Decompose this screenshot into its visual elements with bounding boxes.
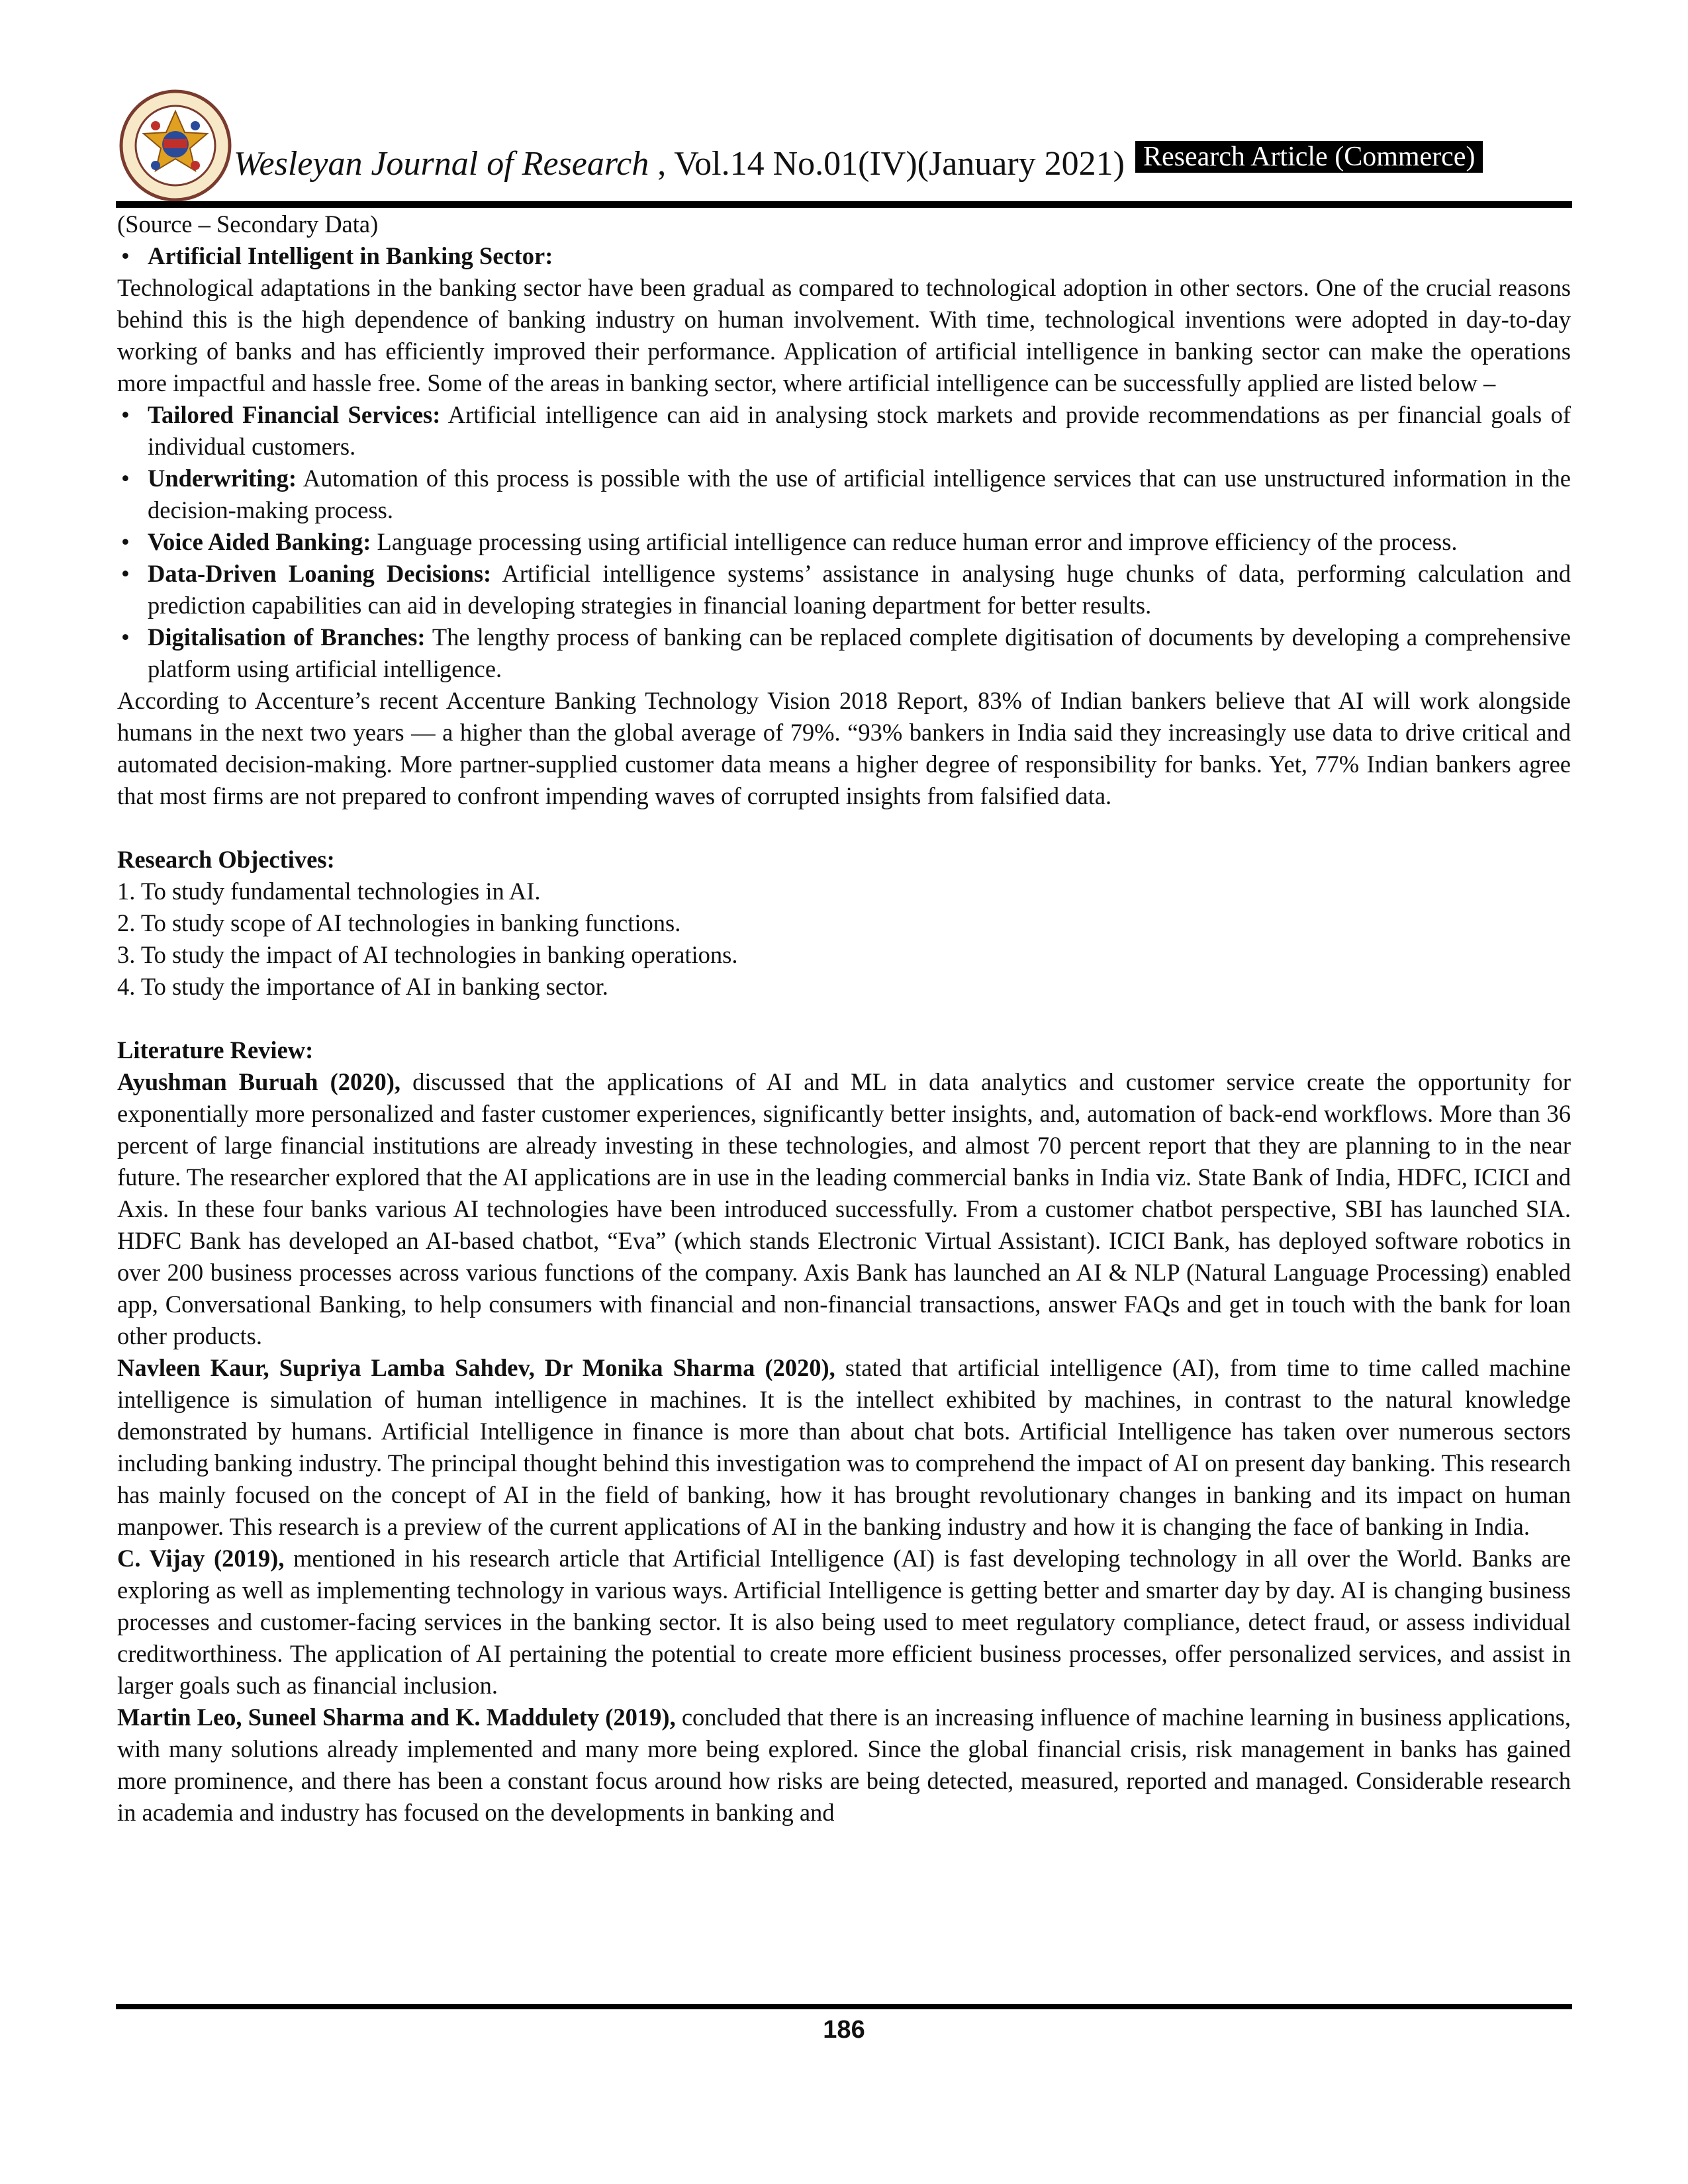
spacer <box>117 812 1571 844</box>
literature-entry <box>117 1352 1571 1543</box>
literature-author: Navleen Kaur, Supriya Lamba Sahdev, Dr Monika Sharma (2020), <box>117 1354 835 1381</box>
header-rule <box>116 201 1572 208</box>
list-item-text: Artificial intelligence can aid in analysing stock markets and provide recommendations as per financial goals of individual customers. <box>148 401 1571 460</box>
journal-title-line <box>234 141 1591 187</box>
literature-text: concluded that there is an increasing influence of machine learning in business applications, with many solutions already implemented and many more being explored. Since the global financial crisis, risk management in banks has gained more prominence, and there has been a constant focus around how risks are being detected, measured, reported and managed. Considerable research in academia and industry has focused on the developments in banking and <box>117 1704 1571 1826</box>
literature-author: Martin Leo, Suneel Sharma and K. Maddulety (2019), <box>117 1704 676 1731</box>
objective-item: 4. To study the importance of AI in banking sector. <box>117 973 608 1000</box>
article-body <box>117 208 1571 1995</box>
journal-seal-icon <box>116 86 235 205</box>
literature-author: Ayushman Buruah (2020), <box>117 1068 401 1095</box>
literature-heading <box>117 1034 1571 1066</box>
objective-item: 2. To study scope of AI technologies in banking functions. <box>117 909 681 936</box>
objectives-heading-text: Research Objectives: <box>117 846 335 873</box>
list-item <box>117 558 1571 621</box>
list-item-text: Language processing using artificial intelligence can reduce human error and improve efficiency of the process. <box>371 528 1458 555</box>
literature-entry <box>117 1543 1571 1702</box>
list-item <box>117 621 1571 685</box>
journal-name: Wesleyan Journal of Research <box>234 145 649 183</box>
literature-text: stated that artificial intelligence (AI), from time to time called machine intelligence is simulation of human intelligence in machines. It is the intellect exhibited by machines, in contrast to the natural knowledge demonstrated by humans. Artificial Intelligence in finance is more than about chat bots. Artificial Intelligence has taken over numerous sectors including banking industry. The principal thought behind this investigation was to comprehend the impact of AI on present day banking. This research has mainly focused on the concept of AI in the field of banking, how it has brought revolutionary changes in banking and its impact on human manpower. This research is a preview of the current applications of AI in the banking industry and how it is changing the face of banking in India. <box>117 1354 1571 1540</box>
list-item-title: Tailored Financial Services: <box>148 401 441 428</box>
bullet-icon: • <box>121 401 130 428</box>
objective-item: 3. To study the impact of AI technologies in banking operations. <box>117 941 738 968</box>
list-item-text: Automation of this process is possible with the use of artificial intelligence services that can use unstructured information in the decision-making process. <box>148 465 1571 523</box>
section-bullet-heading <box>117 240 1571 272</box>
list-item-title: Underwriting: <box>148 465 297 492</box>
bullet-icon: • <box>121 528 130 555</box>
literature-author: C. Vijay (2019), <box>117 1545 285 1572</box>
bullet-icon: • <box>121 623 130 651</box>
page-header <box>116 73 1572 199</box>
ai-intro-paragraph: Technological adaptations in the banking sector have been gradual as compared to technological adoption in other sectors. One of the crucial reasons behind this is the high dependence of banking industry on human involvement. With time, technological inventions were adopted in day-to-day working of banks and has efficiently improved their performance. Application of artificial intelligence in banking sector can make the operations more impactful and hassle free. Some of the areas in banking sector, where artificial intelligence can be successfully applied are listed below – <box>117 274 1571 396</box>
list-item <box>117 463 1571 526</box>
list-item <box>117 526 1571 558</box>
spacer <box>117 1003 1571 1034</box>
literature-heading-text: Literature Review: <box>117 1036 314 1064</box>
article-type-badge: Research Article (Commerce) <box>1135 141 1483 173</box>
list-item <box>117 399 1571 463</box>
accenture-paragraph: According to Accenture’s recent Accenture Banking Technology Vision 2018 Report, 83% of Indian bankers believe that AI will work alongside humans in the next two years — a higher than the global average of 79%. “93% bankers in India said they increasingly use data to drive critical and automated decision-making. More partner-supplied customer data means a higher degree of responsibility for banks. Yet, 77% Indian bankers agree that most firms are not prepared to confront impending waves of corrupted insights from falsified data. <box>117 687 1571 809</box>
footer-rule <box>116 2004 1572 2009</box>
volume-info: , Vol.14 No.01(IV)(January 2021) <box>649 145 1125 183</box>
bullet-icon: • <box>121 465 130 492</box>
objectives-heading <box>117 844 1571 876</box>
objective-item: 1. To study fundamental technologies in AI. <box>117 878 541 905</box>
bullet-icon: • <box>121 560 130 587</box>
section-heading: Artificial Intelligent in Banking Sector: <box>148 242 553 269</box>
list-item-title: Digitalisation of Branches: <box>148 623 426 651</box>
list-item-title: Data-Driven Loaning Decisions: <box>148 560 492 587</box>
bullet-icon: • <box>121 242 130 269</box>
source-note: (Source – Secondary Data) <box>117 210 379 238</box>
list-item-title: Voice Aided Banking: <box>148 528 371 555</box>
literature-entry <box>117 1066 1571 1352</box>
list-item-text: The lengthy process of banking can be replaced complete digitisation of documents by developing a comprehensive platform using artificial intelligence. <box>148 623 1571 682</box>
literature-text: mentioned in his research article that Artificial Intelligence (AI) is fast developing technology in all over the World. Banks are exploring as well as implementing technology in various ways. Artificial Intelligence is getting better and smarter day by day. AI is changing business processes and customer-facing services in the banking sector. It is also being used to meet regulatory compliance, detect fraud, or assess individual creditworthiness. The application of AI pertaining the potential to create more efficient business processes, offer personalized services, and assist in larger goals such as financial inclusion. <box>117 1545 1571 1699</box>
literature-text: discussed that the applications of AI and ML in data analytics and customer service create the opportunity for exponentially more personalized and faster customer experiences, significantly better insights, and, automation of back-end workflows. More than 36 percent of large financial institutions are already investing in these technologies, and almost 70 percent report that they are planning to in the near future. The researcher explored that the AI applications are in use in the leading commercial banks in India viz. State Bank of India, HDFC, ICICI and Axis. In these four banks various AI technologies have been introduced successfully. From a customer chatbot perspective, SBI has launched SIA. HDFC Bank has developed an AI-based chatbot, “Eva” (which stands Electronic Virtual Assistant). ICICI Bank, has deployed software robotics in over 200 business processes across various functions of the company. Axis Bank has launched an AI & NLP (Natural Language Processing) enabled app, Conversational Banking, to help consumers with financial and non-financial transactions, answer FAQs and get in touch with the bank for loan other products. <box>117 1068 1571 1349</box>
literature-entry <box>117 1702 1571 1829</box>
list-item-text: Artificial intelligence systems’ assistance in analysing huge chunks of data, performing calculation and prediction capabilities can aid in developing strategies in financial loaning department for better results. <box>148 560 1571 619</box>
ai-areas-list <box>117 399 1571 685</box>
page-number: 186 <box>823 2016 865 2044</box>
